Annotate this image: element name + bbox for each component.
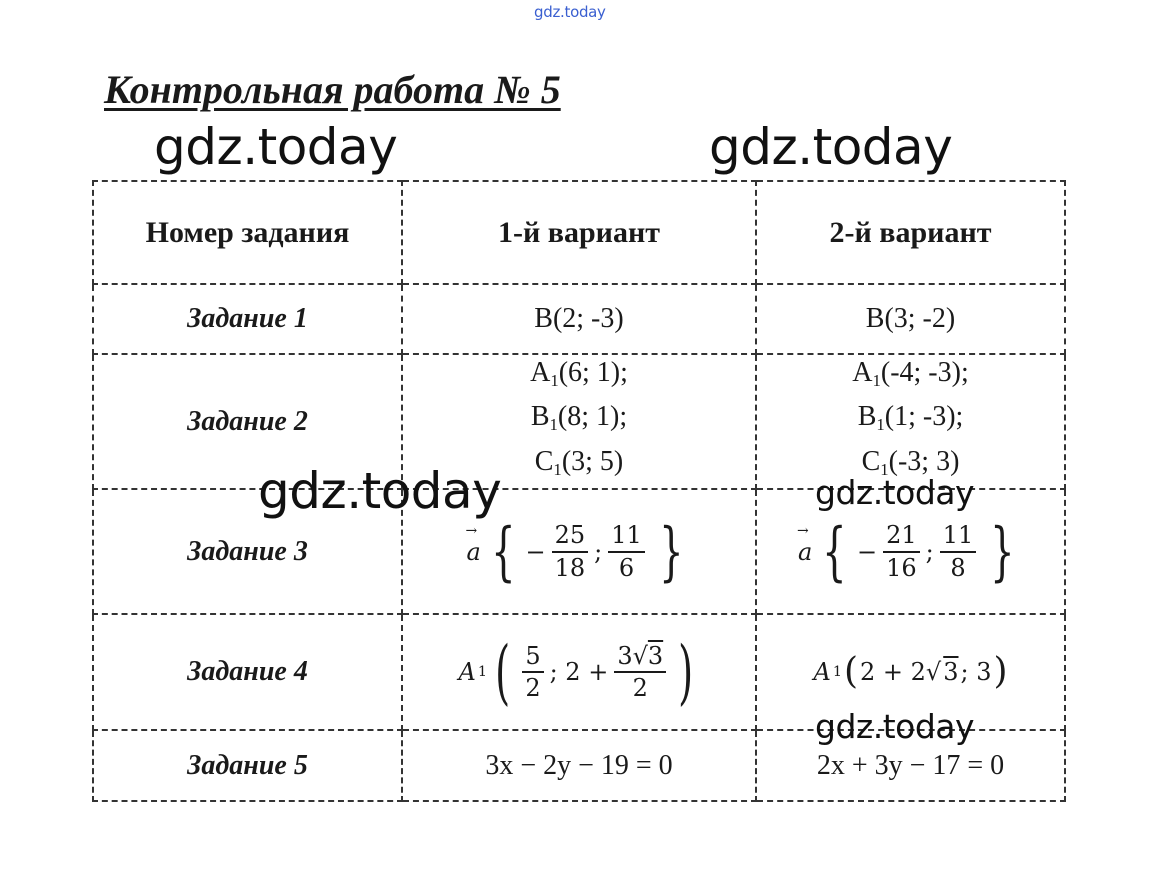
answer-variant-1: 3x − 2y − 19 = 0	[402, 730, 756, 801]
answer-variant-2	[756, 354, 1065, 489]
table-row	[93, 354, 1065, 489]
answer-line: $B_1(1$; -3);	[857, 401, 964, 435]
row-label: Задание 2	[93, 354, 402, 489]
answer-variant-1	[402, 614, 756, 730]
vector-formula: → a { − $\frac{25}{18}$ ; $\frac{11}{6}$ }	[466, 520, 691, 584]
answer-line: $A_1(-4$; -3);	[852, 357, 969, 391]
watermark: gdz.today	[815, 473, 975, 512]
answer-line: $B_1(8$; 1);	[530, 401, 628, 435]
answer-line: $C_1(-3$; 3)	[861, 445, 960, 479]
vector-formula: → a { − $\frac{21}{16}$ ; $\frac{11}{8}$ }	[798, 520, 1023, 584]
header-variant-2: 2-й вариант	[756, 181, 1065, 284]
site-name: gdz.today	[534, 3, 606, 21]
header-task-number: Номер задания	[93, 181, 402, 284]
document-title: Контрольная работа № 5	[104, 67, 561, 112]
row-label: Задание 1	[93, 284, 402, 354]
watermark: gdz.today	[154, 118, 398, 176]
row-label: Задание 4	[93, 614, 402, 730]
answer-line: $A_1(6$; 1);	[530, 357, 628, 391]
row-label: Задание 3	[93, 489, 402, 614]
watermark: gdz.today	[258, 462, 502, 520]
watermark: gdz.today	[709, 118, 953, 176]
point-formula: A 1 ( $\frac{5}{2}$ ; 2 + $\frac{3√3}{2}$ )	[458, 631, 694, 713]
row-label: Задание 5	[93, 730, 402, 801]
answer-line: $C_1(3$; 5)	[534, 445, 624, 479]
point-formula: A 1 ( 2 + 2√ 3 ; 3 )	[813, 651, 1008, 692]
table-header-row	[93, 181, 1065, 284]
header-variant-1: 1-й вариант	[402, 181, 756, 284]
answer-variant-2: 2x + 3y − 17 = 0	[756, 730, 1065, 801]
answer-variant-1: B(2; -3)	[402, 284, 756, 354]
watermark: gdz.today	[815, 707, 975, 746]
answer-variant-2: B(3; -2)	[756, 284, 1065, 354]
table-row	[93, 284, 1065, 354]
